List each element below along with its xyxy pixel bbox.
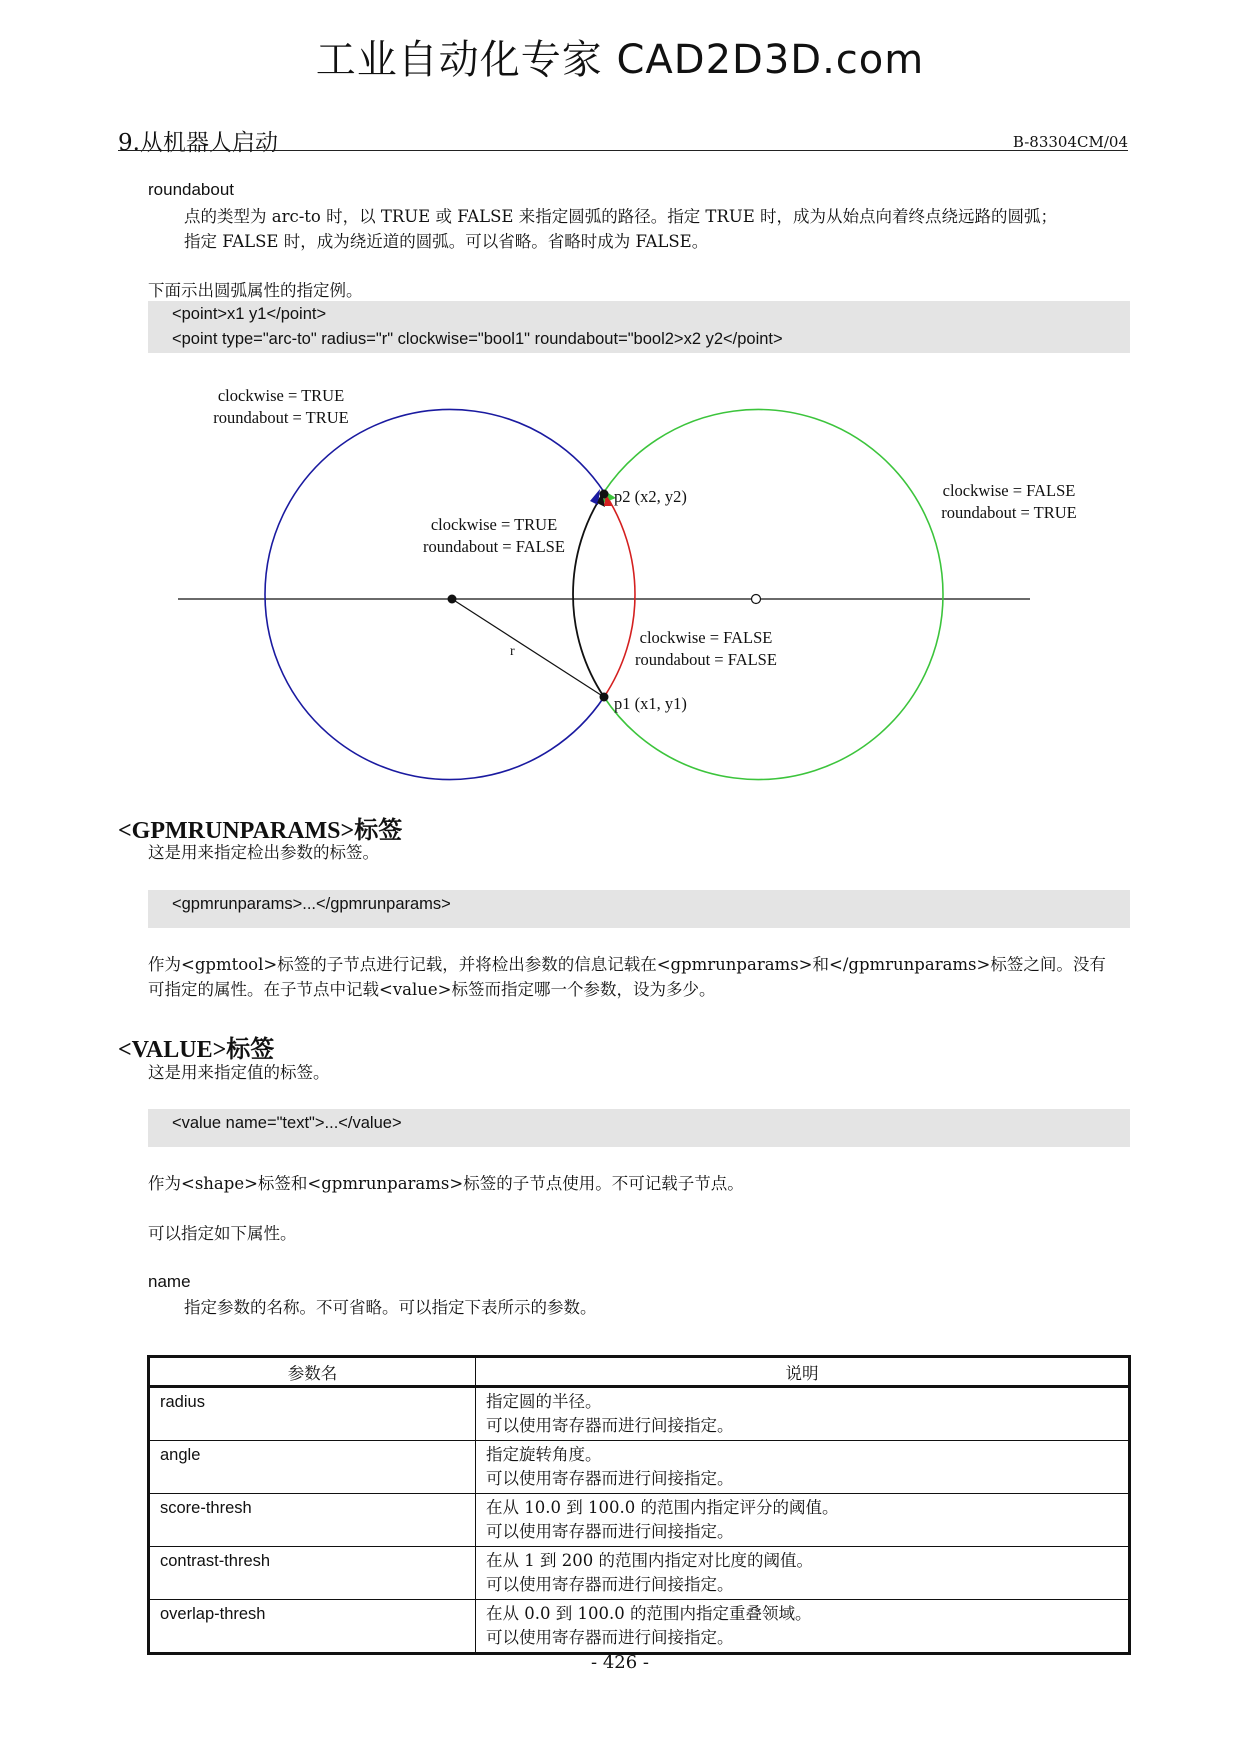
param-desc <box>476 1441 1130 1494</box>
name-term: name <box>148 1272 191 1291</box>
gpmrunparams-body-2: 可指定的属性。在子节点中记载<value>标签而指定哪一个参数，设为多少。 <box>148 980 716 999</box>
label-p1: p1 (x1, y1) <box>614 694 687 713</box>
param-desc-line-1: 指定旋转角度。 <box>486 1445 602 1464</box>
table-header-row <box>149 1357 1130 1387</box>
p1-point <box>600 693 609 702</box>
param-desc-line-2: 可以使用寄存器而进行间接指定。 <box>486 1469 734 1488</box>
value-desc: 这是用来指定值的标签。 <box>148 1063 330 1082</box>
document-number: B-83304CM/04 <box>1012 133 1128 151</box>
gpmrunparams-heading: <GPMRUNPARAMS>标签 <box>118 818 403 844</box>
param-desc-line-2: 可以使用寄存器而进行间接指定。 <box>486 1575 734 1594</box>
gpmrunparams-body-1: 作为<gpmtool>标签的子节点进行记载，并将检出参数的信息记载在<gpmrunparams>和</gpmrunparams>标签之间。没有 <box>148 955 1106 974</box>
param-name: score-thresh <box>149 1494 476 1547</box>
value-body-2: 可以指定如下属性。 <box>148 1224 297 1243</box>
label-black-line-2: roundabout = FALSE <box>423 537 565 556</box>
label-p2: p2 (x2, y2) <box>614 487 687 506</box>
param-desc <box>476 1387 1130 1441</box>
label-green-line-2: roundabout = TRUE <box>941 503 1077 522</box>
param-desc-line-2: 可以使用寄存器而进行间接指定。 <box>486 1522 734 1541</box>
table-header-desc: 说明 <box>476 1357 1130 1387</box>
param-name: contrast-thresh <box>149 1547 476 1600</box>
second-center-point <box>752 595 761 604</box>
value-heading: <VALUE>标签 <box>118 1037 275 1063</box>
header-rule <box>118 150 1128 151</box>
chapter-title: 9.从机器人启动 <box>118 130 278 156</box>
roundabout-desc-1: 点的类型为 arc-to 时，以 TRUE 或 FALSE 来指定圆弧的路径。指定 TRUE 时，成为从始点向着终点绕远路的圆弧； <box>184 207 1058 226</box>
parameter-table <box>147 1355 1131 1655</box>
param-desc-line-2: 可以使用寄存器而进行间接指定。 <box>486 1416 734 1435</box>
param-name: overlap-thresh <box>149 1600 476 1654</box>
label-blue <box>196 385 366 429</box>
param-desc-line-2: 可以使用寄存器而进行间接指定。 <box>486 1628 734 1647</box>
label-radius: r <box>510 644 515 659</box>
roundabout-desc-2: 指定 FALSE 时，成为绕近道的圆弧。可以省略。省略时成为 FALSE。 <box>184 232 709 251</box>
arc-example-intro: 下面示出圆弧属性的指定例。 <box>148 281 363 300</box>
arc-code-line-1: <point>x1 y1</point> <box>172 305 327 323</box>
green-arc <box>604 410 943 780</box>
p2-point <box>600 490 609 499</box>
param-desc-line-1: 在从 0.0 到 100.0 的范围内指定重叠领域。 <box>486 1604 812 1623</box>
param-name: radius <box>149 1387 476 1441</box>
site-banner: 工业自动化专家 CAD2D3D.com <box>315 37 925 83</box>
param-desc-line-1: 在从 1 到 200 的范围内指定对比度的阈值。 <box>486 1551 813 1570</box>
arc-diagram <box>0 370 1240 800</box>
label-green-line-1: clockwise = FALSE <box>942 481 1076 500</box>
label-blue-line-2: roundabout = TRUE <box>213 408 349 427</box>
param-desc <box>476 1600 1130 1654</box>
param-name: angle <box>149 1441 476 1494</box>
label-blue-line-1: clockwise = TRUE <box>217 386 345 405</box>
blue-arc <box>265 410 604 780</box>
page-number: - 426 - <box>591 1652 649 1673</box>
table-row <box>149 1387 1130 1441</box>
param-desc <box>476 1494 1130 1547</box>
label-green <box>924 480 1094 524</box>
param-desc-line-1: 指定圆的半径。 <box>486 1392 602 1411</box>
arc-code-line-2: <point type="arc-to" radius="r" clockwise="bool1" roundabout="bool2>x2 y2</point> <box>172 330 783 348</box>
value-code: <value name="text">...</value> <box>148 1109 1130 1147</box>
gpmrunparams-desc: 这是用来指定检出参数的标签。 <box>148 843 379 862</box>
label-black <box>408 514 580 558</box>
label-red <box>622 627 790 671</box>
table-row <box>149 1494 1130 1547</box>
table-row <box>149 1441 1130 1494</box>
table-row <box>149 1547 1130 1600</box>
roundabout-term: roundabout <box>148 180 235 199</box>
arc-example-code <box>148 301 1130 353</box>
value-body-1: 作为<shape>标签和<gpmrunparams>标签的子节点使用。不可记载子节点。 <box>148 1174 744 1193</box>
table-row <box>149 1600 1130 1654</box>
param-desc-line-1: 在从 10.0 到 100.0 的范围内指定评分的阈值。 <box>486 1498 839 1517</box>
gpmrunparams-code: <gpmrunparams>...</gpmrunparams> <box>148 890 1130 928</box>
label-black-line-1: clockwise = TRUE <box>430 515 558 534</box>
param-desc <box>476 1547 1130 1600</box>
center-point <box>448 595 457 604</box>
label-red-line-2: roundabout = FALSE <box>635 650 777 669</box>
name-desc: 指定参数的名称。不可省略。可以指定下表所示的参数。 <box>184 1298 597 1317</box>
label-red-line-1: clockwise = FALSE <box>639 628 773 647</box>
table-header-name: 参数名 <box>149 1357 476 1387</box>
